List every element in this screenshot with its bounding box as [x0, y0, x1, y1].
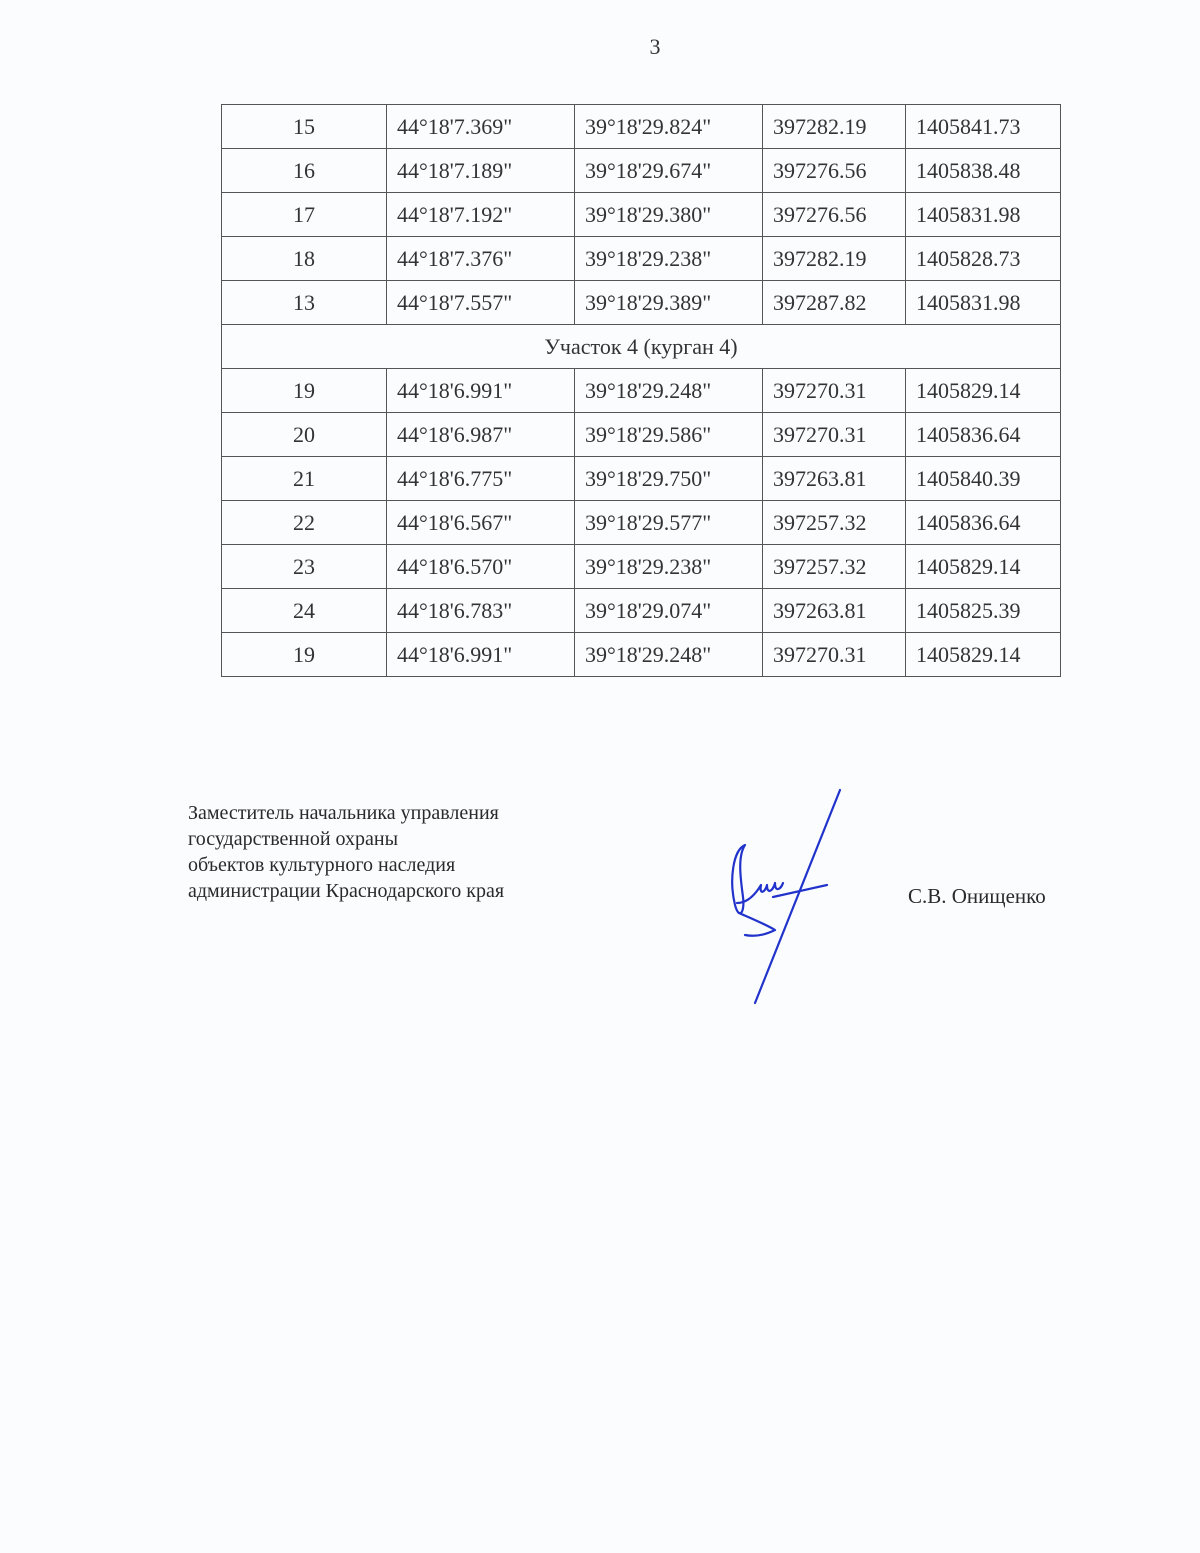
point-number: 20 — [222, 413, 387, 457]
x-coordinate: 397276.56 — [763, 149, 906, 193]
signer-position — [188, 800, 504, 904]
point-number: 22 — [222, 501, 387, 545]
latitude: 44°18'7.369" — [387, 105, 575, 149]
x-coordinate: 397263.81 — [763, 457, 906, 501]
x-coordinate: 397276.56 — [763, 193, 906, 237]
position-line: Заместитель начальника управления — [188, 802, 499, 824]
table-row — [222, 589, 1061, 633]
y-coordinate: 1405831.98 — [906, 193, 1061, 237]
point-number: 21 — [222, 457, 387, 501]
section-header-row — [222, 325, 1061, 369]
y-coordinate: 1405841.73 — [906, 105, 1061, 149]
point-number: 18 — [222, 237, 387, 281]
point-number: 17 — [222, 193, 387, 237]
longitude: 39°18'29.389" — [575, 281, 763, 325]
x-coordinate: 397257.32 — [763, 545, 906, 589]
longitude: 39°18'29.380" — [575, 193, 763, 237]
longitude: 39°18'29.238" — [575, 545, 763, 589]
longitude: 39°18'29.074" — [575, 589, 763, 633]
x-coordinate: 397263.81 — [763, 589, 906, 633]
handwritten-signature-icon — [715, 785, 855, 1010]
y-coordinate: 1405836.64 — [906, 413, 1061, 457]
y-coordinate: 1405829.14 — [906, 633, 1061, 677]
table-row — [222, 413, 1061, 457]
latitude: 44°18'6.991" — [387, 633, 575, 677]
y-coordinate: 1405831.98 — [906, 281, 1061, 325]
point-number: 19 — [222, 369, 387, 413]
latitude: 44°18'6.783" — [387, 589, 575, 633]
table-row — [222, 369, 1061, 413]
longitude: 39°18'29.674" — [575, 149, 763, 193]
y-coordinate: 1405838.48 — [906, 149, 1061, 193]
y-coordinate: 1405825.39 — [906, 589, 1061, 633]
table-row — [222, 237, 1061, 281]
longitude: 39°18'29.248" — [575, 369, 763, 413]
point-number: 13 — [222, 281, 387, 325]
point-number: 16 — [222, 149, 387, 193]
x-coordinate: 397270.31 — [763, 633, 906, 677]
longitude: 39°18'29.824" — [575, 105, 763, 149]
coordinates-table — [221, 104, 1061, 677]
y-coordinate: 1405828.73 — [906, 237, 1061, 281]
x-coordinate: 397270.31 — [763, 369, 906, 413]
longitude: 39°18'29.586" — [575, 413, 763, 457]
page-number: 3 — [649, 34, 661, 59]
latitude: 44°18'6.991" — [387, 369, 575, 413]
latitude: 44°18'7.376" — [387, 237, 575, 281]
x-coordinate: 397257.32 — [763, 501, 906, 545]
table-row — [222, 633, 1061, 677]
position-line: государственной охраны — [188, 828, 399, 850]
x-coordinate: 397287.82 — [763, 281, 906, 325]
latitude: 44°18'7.189" — [387, 149, 575, 193]
y-coordinate: 1405840.39 — [906, 457, 1061, 501]
signer-name: С.В. Онищенко — [908, 884, 1046, 908]
y-coordinate: 1405829.14 — [906, 369, 1061, 413]
point-number: 23 — [222, 545, 387, 589]
latitude: 44°18'6.570" — [387, 545, 575, 589]
x-coordinate: 397282.19 — [763, 105, 906, 149]
point-number: 15 — [222, 105, 387, 149]
table-row — [222, 457, 1061, 501]
table-row — [222, 545, 1061, 589]
latitude: 44°18'7.557" — [387, 281, 575, 325]
x-coordinate: 397270.31 — [763, 413, 906, 457]
position-line: объектов культурного наследия — [188, 854, 456, 876]
section-title: Участок 4 (курган 4) — [222, 325, 1061, 369]
longitude: 39°18'29.248" — [575, 633, 763, 677]
point-number: 24 — [222, 589, 387, 633]
x-coordinate: 397282.19 — [763, 237, 906, 281]
longitude: 39°18'29.577" — [575, 501, 763, 545]
latitude: 44°18'6.775" — [387, 457, 575, 501]
latitude: 44°18'6.567" — [387, 501, 575, 545]
y-coordinate: 1405836.64 — [906, 501, 1061, 545]
longitude: 39°18'29.238" — [575, 237, 763, 281]
y-coordinate: 1405829.14 — [906, 545, 1061, 589]
position-line: администрации Краснодарского края — [188, 880, 505, 902]
table-row — [222, 193, 1061, 237]
table-row — [222, 105, 1061, 149]
longitude: 39°18'29.750" — [575, 457, 763, 501]
point-number: 19 — [222, 633, 387, 677]
table-row — [222, 501, 1061, 545]
table-row — [222, 149, 1061, 193]
latitude: 44°18'6.987" — [387, 413, 575, 457]
latitude: 44°18'7.192" — [387, 193, 575, 237]
table-row — [222, 281, 1061, 325]
